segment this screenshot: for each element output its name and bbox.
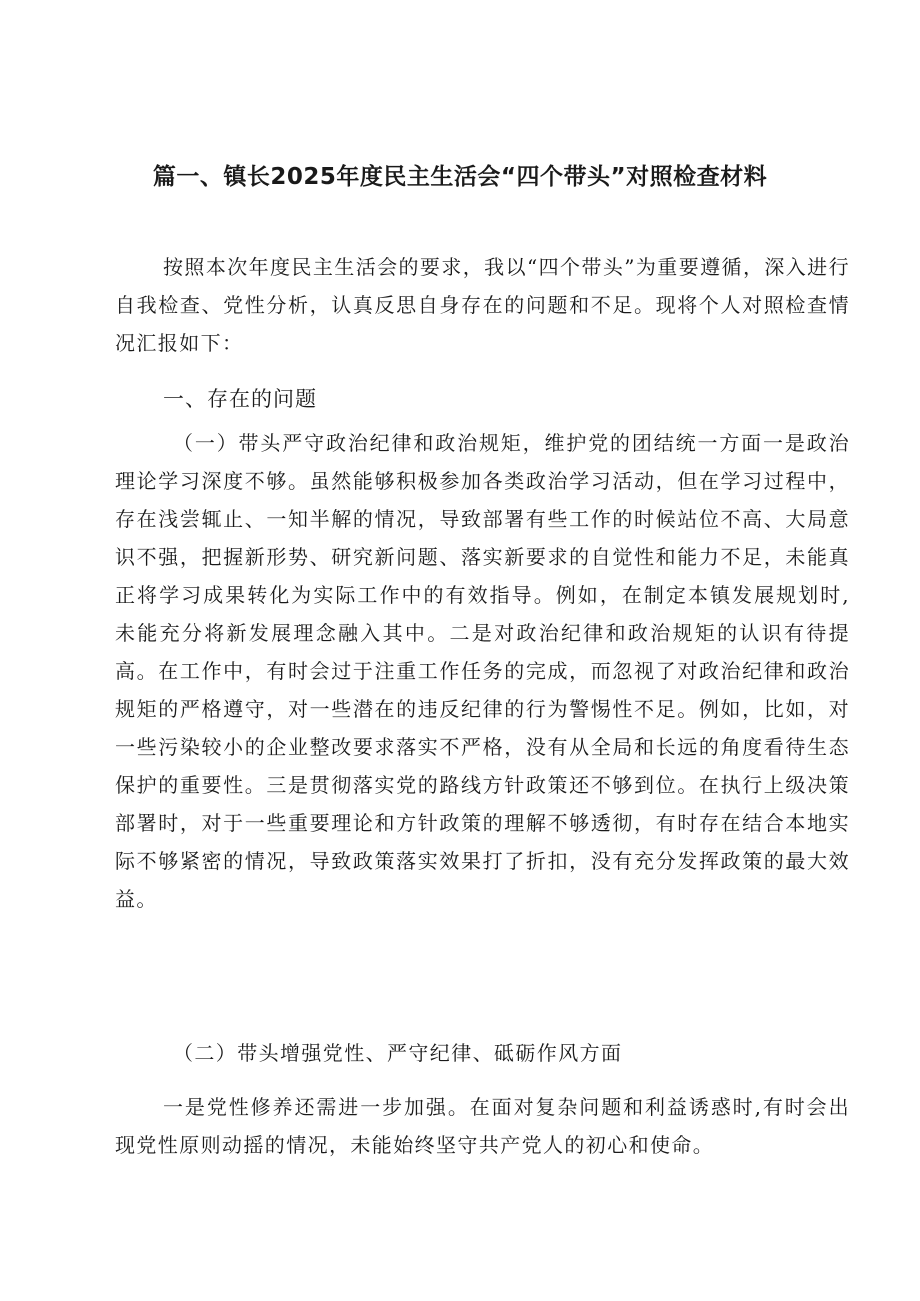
document-title: 篇一、镇长2025年度民主生活会“四个带头”对照检查材料 xyxy=(152,164,768,190)
heading-problems: 一、存在的问题 xyxy=(163,387,317,411)
section1-block xyxy=(115,424,850,918)
intro-text: 按照本次年度民主生活会的要求，我以“四个带头”为重要遵循，深入进行自我检查、党性分析，认真反思自身存在的问题和不足。现将个人对照检查情况汇报如下： xyxy=(115,255,850,355)
intro-paragraph xyxy=(115,248,850,362)
section2-heading: （二）带头增强党性、严守纪律、砥砺作风方面 xyxy=(173,1041,623,1065)
section2-paragraph: 一是党性修养还需进一步加强。在面对复杂问题和利益诱惑时,有时会出现党性原则动摇的情况，未能始终坚守共产党人的初心和使命。 xyxy=(115,1095,850,1157)
section2-paragraph-block xyxy=(115,1088,850,1164)
section1-paragraph: （一）带头严守政治纪律和政治规矩，维护党的团结统一方面一是政治理论学习深度不够。虽然能够积极参加各类政治学习活动，但在学习过程中，存在浅尝辄止、一知半解的情况，导致部署有些工作的时候站位不高、大局意识不强，把握新形势、研究新问题、落实新要求的自觉性和能力不足，未能真正将学习成果转化为实际工作中的有效指导。例如，在制定本镇发展规划时,未能充分将新发展理念融入其中。二是对政治纪律和政治规矩的认识有待提高。在工作中，有时会过于注重工作任务的完成，而忽视了对政治纪律和政治规矩的严格遵守，对一些潜在的违反纪律的行为警惕性不足。例如，比如，对一些污染较小的企业整改要求落实不严格，没有从全局和长远的角度看待生态保护的重要性。三是贯彻落实党的路线方针政策还不够到位。在执行上级决策部署时，对于一些重要理论和方针政策的理解不够透彻，有时存在结合本地实际不够紧密的情况，导致政策落实效果打了折扣，没有充分发挥政策的最大效益。 xyxy=(115,431,850,911)
section2-heading-block xyxy=(115,1034,850,1072)
section-heading xyxy=(115,380,850,418)
